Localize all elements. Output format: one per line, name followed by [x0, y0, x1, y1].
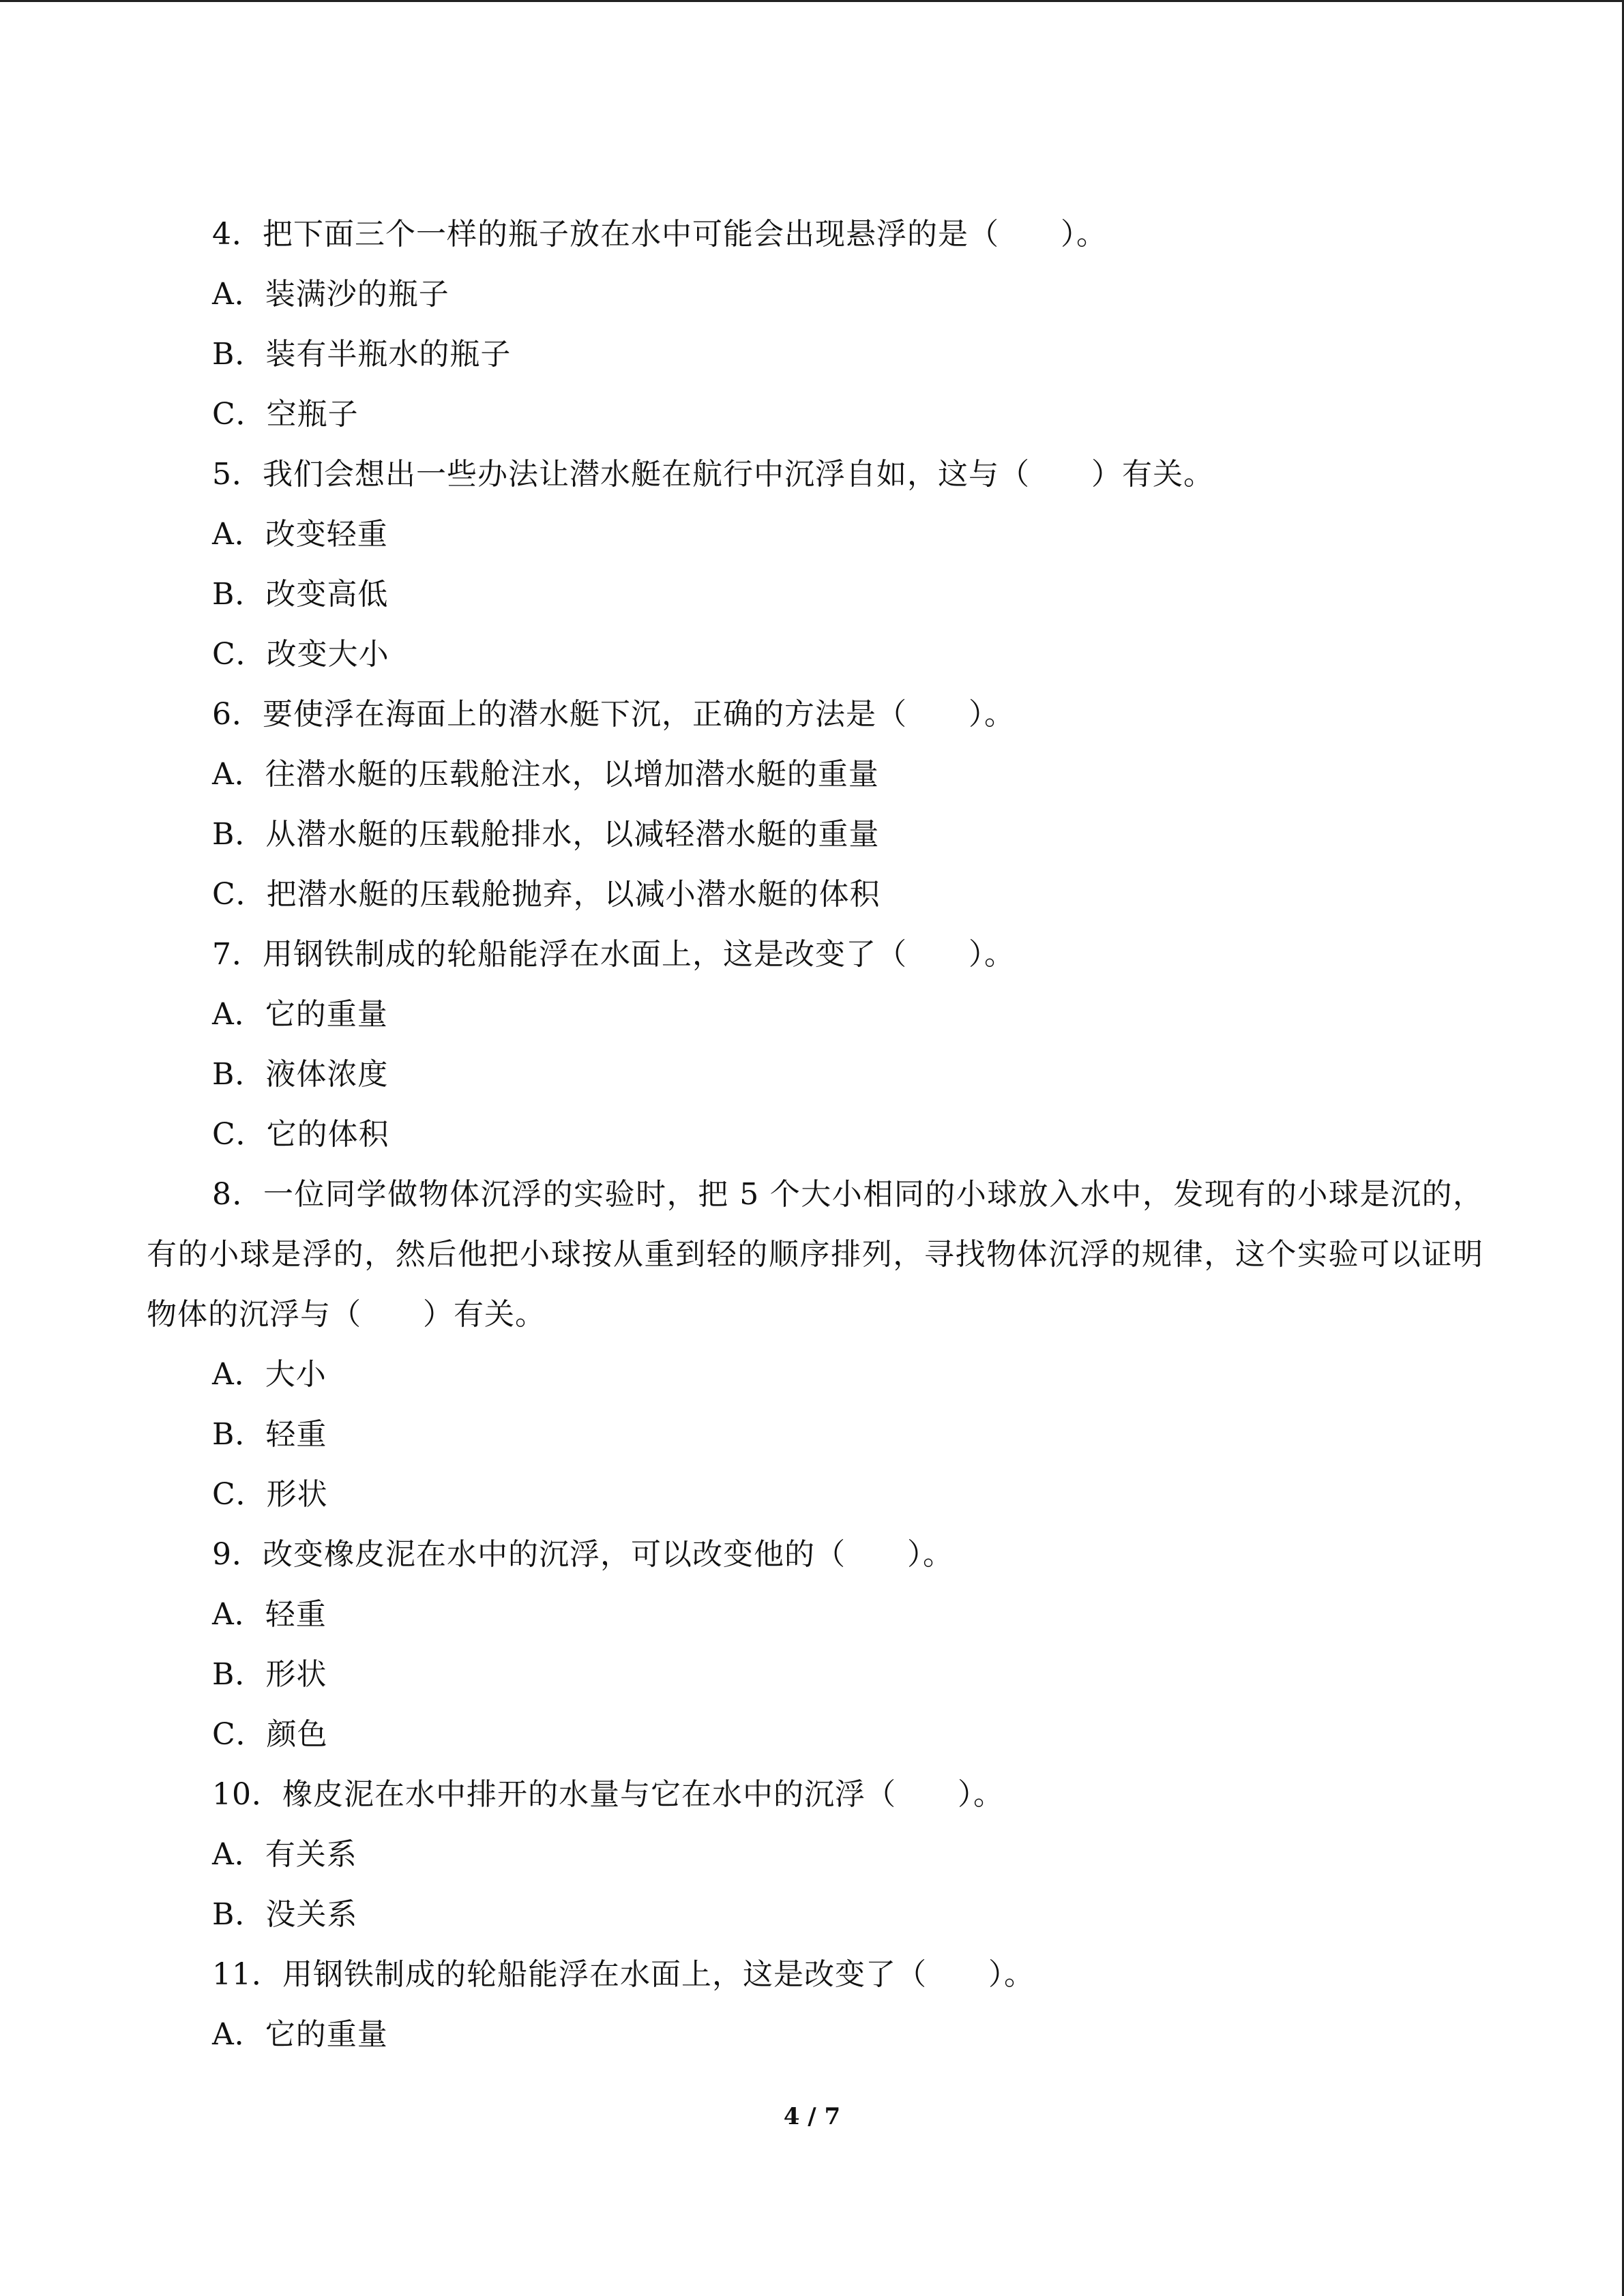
- question-10-option-a: A．有关系: [212, 1837, 357, 1872]
- question-9-option-c: C．颜色: [212, 1717, 328, 1752]
- question-5-option-a: A．改变轻重: [212, 517, 388, 552]
- question-7-stem: 7．用钢铁制成的轮船能浮在水面上，这是改变了（ ）。: [212, 937, 1015, 972]
- question-4-option-b: B．装有半瓶水的瓶子: [212, 337, 512, 372]
- question-4-option-c: C．空瓶子: [212, 397, 359, 432]
- question-6-stem: 6．要使浮在海面上的潜水艇下沉，正确的方法是（ ）。: [212, 697, 1015, 732]
- question-9-option-b: B．形状: [212, 1657, 327, 1692]
- question-8-option-b: B．轻重: [212, 1417, 327, 1452]
- question-11-stem: 11．用钢铁制成的轮船能浮在水面上，这是改变了（ ）。: [212, 1957, 1035, 1992]
- question-6-option-c: C．把潜水艇的压载舱抛弃，以减小潜水艇的体积: [212, 877, 881, 912]
- question-7-option-a: A．它的重量: [212, 997, 388, 1032]
- question-4-option-a: A．装满沙的瓶子: [212, 277, 449, 312]
- question-9-stem: 9．改变橡皮泥在水中的沉浮，可以改变他的（ ）。: [212, 1537, 954, 1572]
- question-8-stem: 8．一位同学做物体沉浮的实验时，把 5 个大小相同的小球放入水中，发现有的小球是沉的，有的小球是浮的，然后他把小球按从重到轻的顺序排列，寻找物体沉浮的规律，这个实验可以证明物体的沉浮与（ ）有关。: [147, 1177, 1483, 1332]
- question-8-option-c: C．形状: [212, 1477, 328, 1512]
- question-list: [147, 205, 1483, 2065]
- question-8-option-a: A．大小: [212, 1357, 327, 1392]
- question-10-stem: 10．橡皮泥在水中排开的水量与它在水中的沉浮（ ）。: [212, 1777, 1004, 1812]
- question-7-option-b: B．液体浓度: [212, 1057, 389, 1092]
- question-5-option-c: C．改变大小: [212, 637, 389, 672]
- question-4-stem: 4．把下面三个一样的瓶子放在水中可能会出现悬浮的是（ ）。: [212, 217, 1107, 252]
- question-10-option-b: B．没关系: [212, 1897, 358, 1932]
- page-number: 4 / 7: [783, 2103, 841, 2130]
- question-11-option-a: A．它的重量: [212, 2017, 388, 2052]
- question-5-stem: 5．我们会想出一些办法让潜水艇在航行中沉浮自如，这与（ ）有关。: [212, 457, 1214, 492]
- question-6-option-a: A．往潜水艇的压载舱注水，以增加潜水艇的重量: [212, 757, 879, 792]
- question-9-option-a: A．轻重: [212, 1597, 327, 1632]
- question-5-option-b: B．改变高低: [212, 577, 389, 612]
- question-6-option-b: B．从潜水艇的压载舱排水，以减轻潜水艇的重量: [212, 817, 880, 852]
- question-7-option-c: C．它的体积: [212, 1117, 389, 1152]
